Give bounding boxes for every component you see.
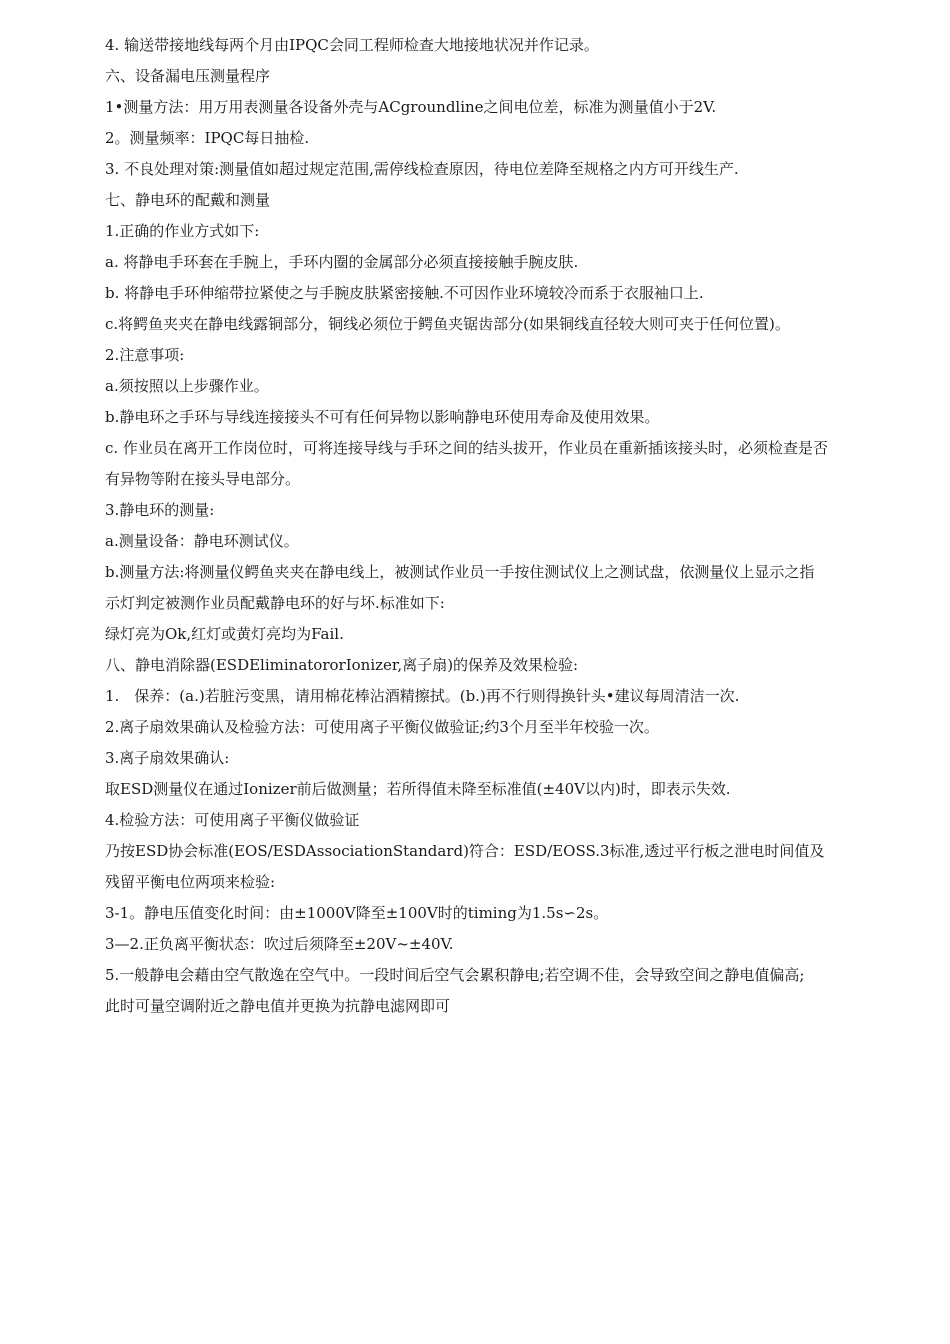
document-body <box>105 30 835 1022</box>
text-line-pass-fail-standard: 绿灯亮为Ok,红灯或黄灯亮均为Fail. <box>105 625 344 643</box>
section-heading-leakage-voltage: 六、设备漏电压测量程序 <box>105 67 271 85</box>
text-line-ground-wire-check: 4. 输送带接地线每两个月由IPQC会同工程师检查大地接地状况并作记录。 <box>105 36 599 54</box>
text-line-ionizer-confirm-method: 取ESD测量仪在通过Ionizer前后做测量；若所得值未降至标准值(±40V以内)时，即表示失效. <box>105 780 731 798</box>
text-line-strap-measurement-heading: 3.静电环的测量: <box>105 501 215 519</box>
section-heading-ionizer: 八、静电消除器(ESDEliminatororIonizer,离子扇)的保养及效果检验: <box>105 656 579 674</box>
text-line-ionizer-confirm-heading: 3.离子扇效果确认: <box>105 749 230 767</box>
text-line-step-c: c.将鳄鱼夹夹在静电线露铜部分，铜线必须位于鳄鱼夹锯齿部分(如果铜线直径较大则可夹于任何位置)。 <box>105 315 790 333</box>
text-line-defect-handling: 3. 不良处理对策:测量值如超过规定范围,需停线检查原因，待电位差降至规格之内方可开线生产. <box>105 160 739 178</box>
text-line-measurement-method: b.测量方法:将测量仪鳄鱼夹夹在静电线上，被测试作业员一手按住测试仪上之测试盘，依测量仪上显示之指 <box>105 563 815 581</box>
text-line-decay-time: 3-1。静电压值变化时间：由±1000V降至±100V时的timing为1.5s∽2s。 <box>105 904 609 922</box>
text-line-notes-heading: 2.注意事项: <box>105 346 185 364</box>
text-line-ionizer-verification: 2.离子扇效果确认及检验方法：可使用离子平衡仪做验证;约3个月至半年校验一次。 <box>105 718 659 736</box>
text-line-inspection-method: 4.检验方法：可使用离子平衡仪做验证 <box>105 811 360 829</box>
text-line-measure-method: 1•测量方法：用万用表测量各设备外壳与ACgroundline之间电位差，标准为测量值小于2V. <box>105 98 717 116</box>
text-line-note-c-continued: 有异物等附在接头导电部分。 <box>105 470 301 488</box>
text-line-step-b: b. 将静电手环伸缩带拉紧使之与手腕皮肤紧密接触.不可因作业环境较冷而系于衣服袖口上. <box>105 284 704 302</box>
text-line-maintenance: 1. 保养：(a.)若脏污变黑，请用棉花棒沾酒精擦拭。(b.)再不行则得换针头•建议每周清洁一次. <box>105 687 740 705</box>
text-line-step-a: a. 将静电手环套在手腕上，手环内圈的金属部分必须直接接触手腕皮肤. <box>105 253 579 271</box>
text-line-balance-state: 3—2.正负离平衡状态：吹过后须降至±20V~±40V. <box>105 935 454 953</box>
text-line-note-a: a.须按照以上步骤作业。 <box>105 377 269 395</box>
text-line-air-static: 5.一般静电会藉由空气散逸在空气中。一段时间后空气会累积静电;若空调不佳，会导致空间之静电值偏高; <box>105 966 805 984</box>
text-line-measurement-method-continued: 示灯判定被测作业员配戴静电环的好与坏.标准如下: <box>105 594 445 612</box>
section-heading-wrist-strap: 七、静电环的配戴和测量 <box>105 191 271 209</box>
text-line-esd-standard: 乃按ESD协会标准(EOS/ESDAssociationStandard)符合：ESD/EOSS.3标准,透过平行板之泄电时间值及残留平衡电位两项来检验: <box>105 842 825 891</box>
text-line-filter-replacement: 此时可量空调附近之静电值并更换为抗静电滤网即可 <box>105 997 451 1015</box>
text-line-correct-procedure: 1.正确的作业方式如下: <box>105 222 260 240</box>
text-line-note-b: b.静电环之手环与导线连接接头不可有任何异物以影响静电环使用寿命及使用效果。 <box>105 408 660 426</box>
text-line-measure-frequency: 2。测量频率：IPQC每日抽检. <box>105 129 310 147</box>
text-line-measurement-device: a.测量设备：静电环测试仪。 <box>105 532 299 550</box>
text-line-note-c: c. 作业员在离开工作岗位时，可将连接导线与手环之间的结头拔开，作业员在重新插该接头时，必须检查是否 <box>105 439 828 457</box>
